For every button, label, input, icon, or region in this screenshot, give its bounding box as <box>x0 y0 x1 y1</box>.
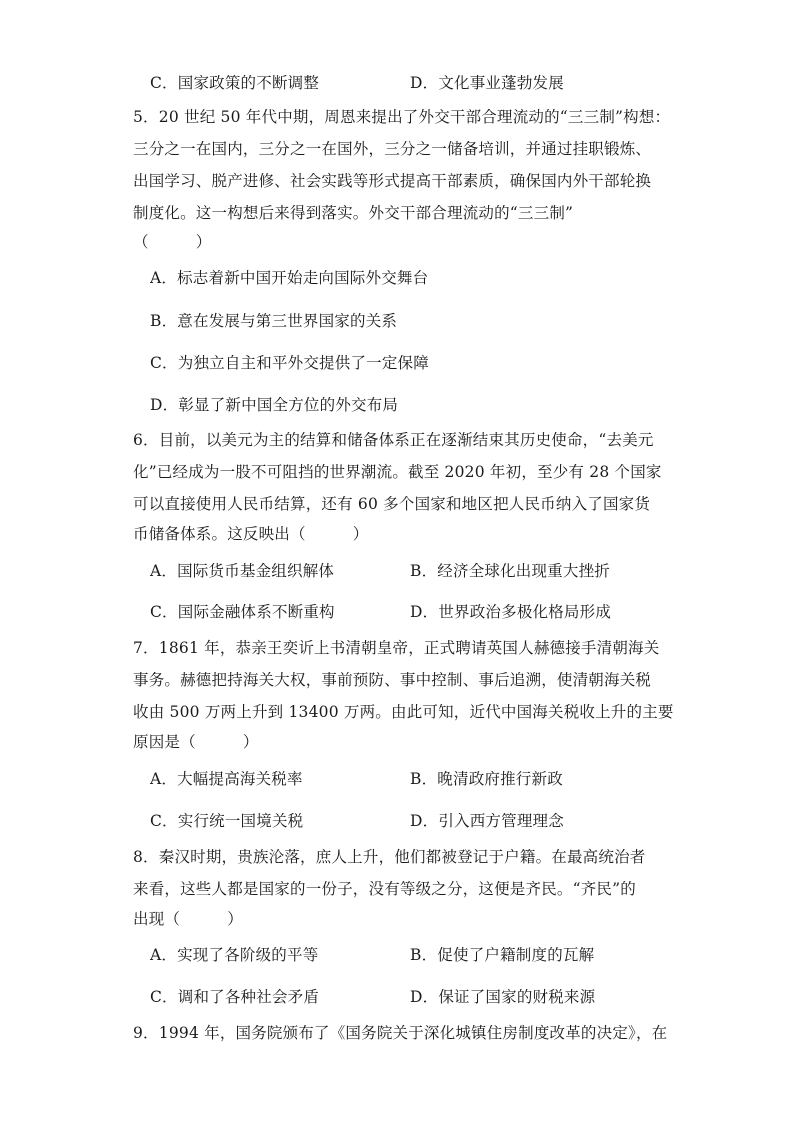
q7-option-c: C．实行统一国境关税 <box>150 812 304 830</box>
q5-option-d: D．彰显了新中国全方位的外交布局 <box>150 396 399 414</box>
q4-option-d: D．文化事业蓬勃发展 <box>410 74 564 92</box>
q9-stem-line: 9．1994 年，国务院颁布了《国务院关于深化城镇住房制度改革的决定》，在 <box>133 1024 668 1042</box>
q5-stem-line: 制度化。这一构想后来得到落实。外交干部合理流动的“三三制” <box>133 204 574 222</box>
q6-stem-line: 6．目前，以美元为主的结算和储备体系正在逐渐结束其历史使命，“去美元 <box>133 431 654 449</box>
q6-option-d: D．世界政治多极化格局形成 <box>410 603 612 621</box>
q6-option-c: C．国际金融体系不断重构 <box>150 603 335 621</box>
q8-stem-line: 8．秦汉时期，贵族沦落，庶人上升，他们都被登记于户籍。在最高统治者 <box>133 848 646 866</box>
q5-option-a: A．标志着新中国开始走向国际外交舞台 <box>150 269 429 287</box>
q8-stem-line: 出现（ ） <box>133 910 243 928</box>
q6-stem-line: 币储备体系。这反映出（ ） <box>133 525 369 543</box>
q6-stem-line: 化”已经成为一股不可阻挡的世界潮流。截至 2020 年初，至少有 28 个国家 <box>133 463 662 481</box>
q5-answer-blank: （ ） <box>133 233 212 251</box>
q7-stem-line: 7．1861 年，恭亲王奕䜣上书清朝皇帝，正式聘请英国人赫德接手清朝海关 <box>133 639 660 657</box>
q7-stem-line: 事务。赫德把持海关大权，事前预防、事中控制、事后追溯，使清朝海关税 <box>133 671 652 689</box>
q8-option-d: D．保证了国家的财税来源 <box>410 988 596 1006</box>
q6-option-a: A．国际货币基金组织解体 <box>150 562 335 580</box>
q5-option-b: B．意在发展与第三世界国家的关系 <box>150 312 398 330</box>
q7-option-b: B．晚清政府推行新政 <box>410 770 563 788</box>
q5-stem-line: 5．20 世纪 50 年代中期，周恩来提出了外交干部合理流动的“三三制”构想： <box>133 108 671 126</box>
q7-option-a: A．大幅提高海关税率 <box>150 770 303 788</box>
q8-option-b: B．促使了户籍制度的瓦解 <box>410 946 595 964</box>
q6-option-b: B．经济全球化出现重大挫折 <box>410 562 610 580</box>
q8-option-a: A．实现了各阶级的平等 <box>150 946 319 964</box>
q5-option-c: C．为独立自主和平外交提供了一定保障 <box>150 354 429 372</box>
q7-option-d: D．引入西方管理理念 <box>410 812 564 830</box>
q7-stem-line: 收由 500 万两上升到 13400 万两。由此可知，近代中国海关税收上升的主要 <box>133 703 674 721</box>
q8-stem-line: 来看，这些人都是国家的一份子，没有等级之分，这便是齐民。“齐民”的 <box>133 880 636 898</box>
q7-stem-line: 原因是（ ） <box>133 733 259 751</box>
q4-option-c: C．国家政策的不断调整 <box>150 74 320 92</box>
q8-option-c: C．调和了各种社会矛盾 <box>150 988 320 1006</box>
q6-stem-line: 可以直接使用人民币结算，还有 60 多个国家和地区把人民币纳入了国家货 <box>133 495 651 513</box>
q5-stem-line: 出国学习、脱产进修、社会实践等形式提高干部素质，确保国内外干部轮换 <box>133 172 652 190</box>
q5-stem-line: 三分之一在国内，三分之一在国外，三分之一储备培训，并通过挂职锻炼、 <box>133 140 652 158</box>
